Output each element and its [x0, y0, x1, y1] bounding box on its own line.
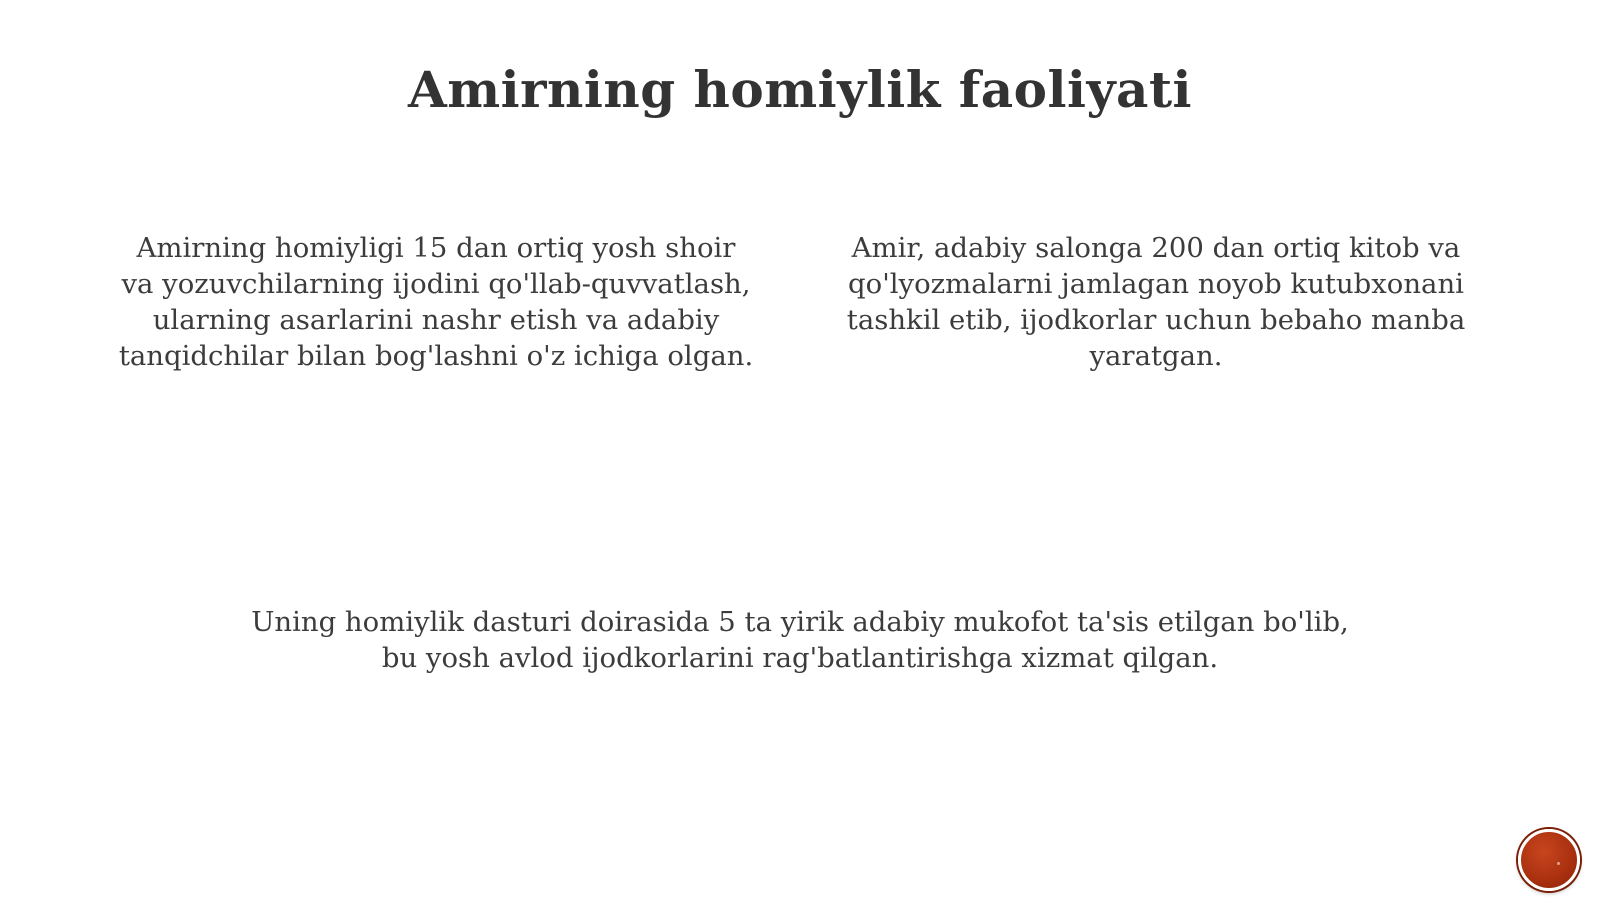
text-block-left: Amirning homiyligi 15 dan ortiq yosh shoir va yozuvchilarning ijodini qo'llab-quvvatlash, ularning asarlarini nashr etish va adabiy tanqidchilar bilan bog'lashni o'z ichiga olgan. — [118, 232, 754, 372]
slide-title: Amirning homiylik faoliyati — [407, 60, 1193, 119]
text-block-right: Amir, adabiy salonga 200 dan ortiq kitob va qo'lyozmalarni jamlagan noyob kutubxonani tashkil etib, ijodkorlar uchun bebaho manba yaratgan. — [846, 232, 1466, 372]
circle-nav-icon — [1557, 862, 1560, 865]
slide-nav-button[interactable] — [1518, 829, 1580, 891]
text-block-bottom: Uning homiylik dasturi doirasida 5 ta yirik adabiy mukofot ta'sis etilgan bo'lib, bu yosh avlod ijodkorlarini rag'batlantirishga xizmat qilgan. — [251, 606, 1349, 674]
